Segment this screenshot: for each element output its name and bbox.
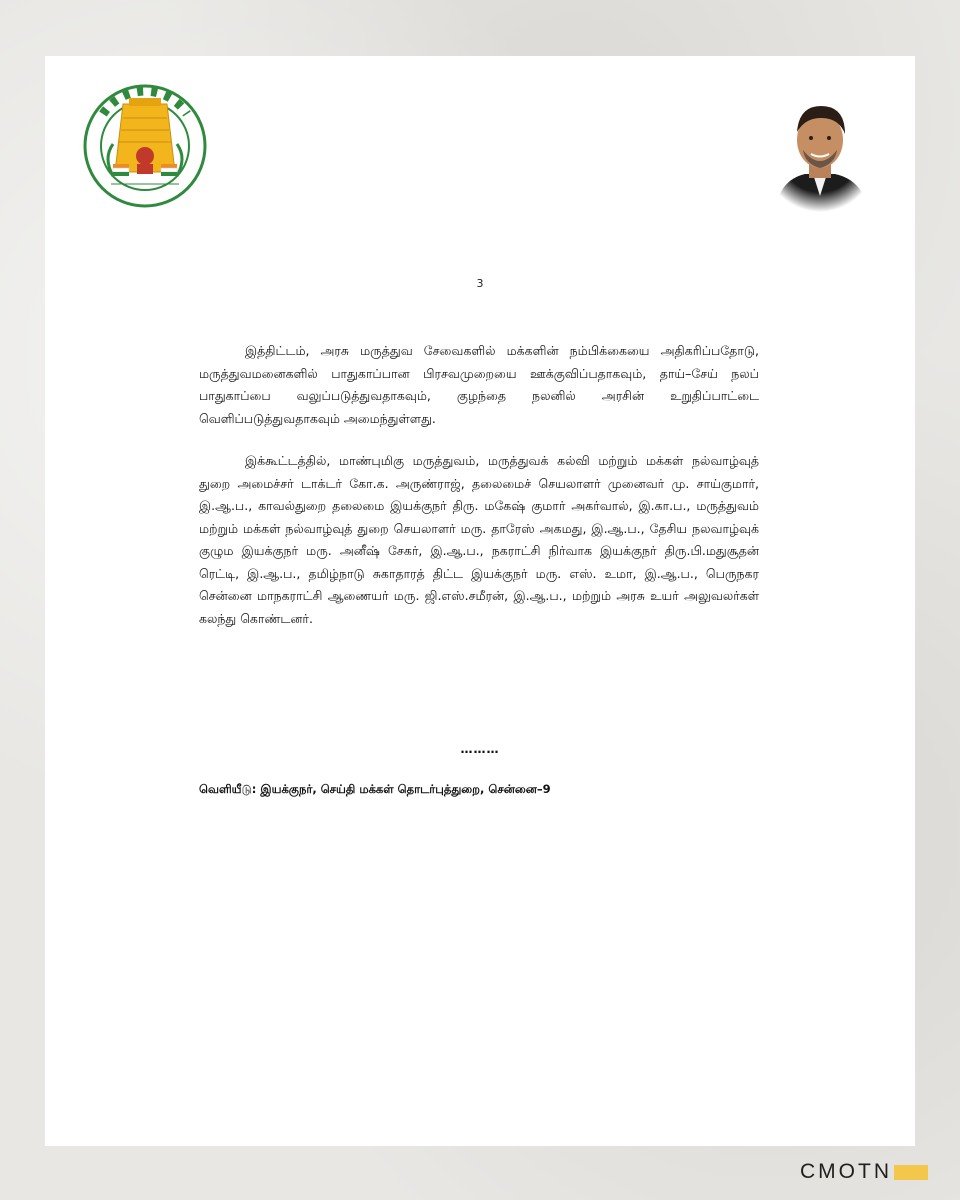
brand-accent-bar: [894, 1165, 928, 1180]
paragraph: இக்கூட்டத்தில், மாண்புமிகு மருத்துவம், மருத்துவக் கல்வி மற்றும் மக்கள் நல்வாழ்வுத் துறை அமைச்சர் டாக்டர் கோ.க. அருண்ராஜ், தலைமைச் செயலாளர் முனைவர் மு. சாய்குமார், இ.ஆ.ப., காவல்துறை தலைமை இயக்குநர் திரு. மகேஷ் குமார் அகர்வால், இ.கா.ப., மருத்துவம் மற்றும் மக்கள் நல்வாழ்வுத் துறை செயலாளர் மரு. தாரேஸ் அகமது, இ.ஆ.ப., தேசிய நலவாழ்வுக் குழும இயக்குநர் மரு. அனீஷ் சேகர், இ.ஆ.ப., நகராட்சி நிர்வாக இயக்குநர் திரு.பி.மதுசூதன் ரெட்டி, இ.ஆ.ப., தமிழ்நாடு சுகாதாரத் திட்ட இயக்குநர் மரு. எஸ். உமா, இ.ஆ.ப., பெருநகர சென்னை மாநகராட்சி ஆணையர் மரு. ஜி.எஸ்.சமீரன், இ.ஆ.ப., மற்றும் அரசு உயர் அலுவலர்கள் கலந்து கொண்டனர்.: [199, 453, 759, 626]
brand-text: CMOTN: [800, 1160, 892, 1183]
press-release-page: [45, 56, 915, 1146]
tamil-nadu-government-emblem-icon: [83, 84, 207, 208]
separator: ………: [460, 742, 500, 756]
portrait-photo-icon: [765, 92, 875, 212]
brand-logo: [800, 1158, 928, 1186]
page-number: 3: [476, 277, 484, 290]
body-text: [199, 340, 759, 650]
paragraph: இத்திட்டம், அரசு மருத்துவ சேவைகளில் மக்களின் நம்பிக்கையை அதிகரிப்பதோடு, மருத்துவமனைகளில் பாதுகாப்பான பிரசவமுறையை ஊக்குவிப்பதாகவும், தாய்–சேய் நலப் பாதுகாப்பை வலுப்படுத்துவதாகவும், குழந்தை நலனில் அரசின் உறுதிப்பாட்டை வெளிப்படுத்துவதாகவும் அமைந்துள்ளது.: [199, 343, 759, 426]
release-footer-note: வெளியீடு: இயக்குநர், செய்தி மக்கள் தொடர்புத்துறை, சென்னை–9: [199, 782, 551, 796]
